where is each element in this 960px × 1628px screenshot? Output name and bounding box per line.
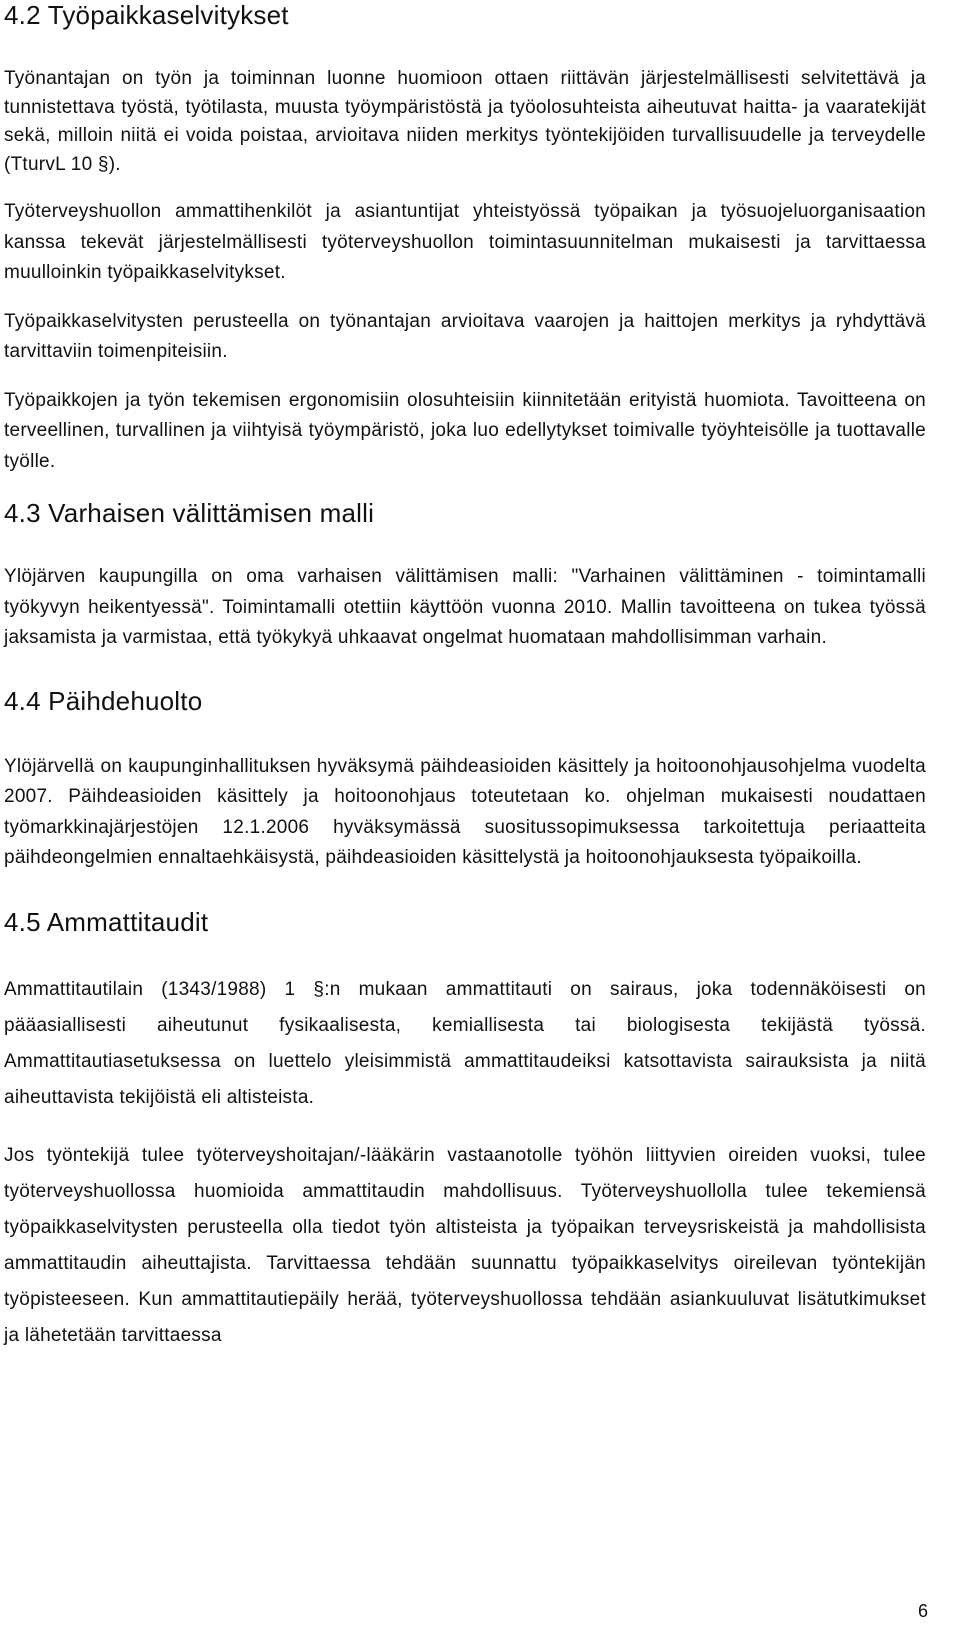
paragraph: Ammattitautilain (1343/1988) 1 §:n mukaan ammattitauti on sairaus, joka todennäköisesti on pääasiallisesti aiheutunut fysikaalisesta, kemiallisesta tai biologisesta tekijästä työssä. Ammattitautiasetuksessa on luettelo yleisimmistä ammattitaudeiksi katsottavista sairauksista ja niitä aiheuttavista tekijöistä eli altisteista. bbox=[4, 978, 926, 1108]
paragraph: Työpaikkaselvitysten perusteella on työnantajan arvioitava vaarojen ja haittojen merkitys ja ryhdyttävä tarvittaviin toimenpiteisiin. bbox=[4, 310, 926, 362]
paragraph: Ylöjärven kaupungilla on oma varhaisen välittämisen malli: "Varhainen välittäminen - toimintamalli työkyvyn heikentyessä". Toimintamalli otettiin käyttöön vuonna 2010. Mallin tavoitteena on tukea työssä jaksamista ja varmistaa, että työkykyä uhkaavat ongelmat huomataan mahdollisimman varhain. bbox=[4, 566, 926, 648]
paragraph: Ylöjärvellä on kaupunginhallituksen hyväksymä päihdeasioiden käsittely ja hoitoonohjausohjelma vuodelta 2007. Päihdeasioiden käsittely ja hoitoonohjaus toteutetaan ko. ohjelman mukaisesti noudattaen työmarkkinajärjestöjen 12.1.2006 hyväksymässä suositussopimuksessa tarkoitettuja periaatteita päihdeongelmien ennaltaehkäisystä, päihdeasioiden käsittelystä ja hoitoonohjauksesta työpaikoilla. bbox=[4, 755, 926, 868]
section-heading: 4.2 Työpaikkaselvitykset bbox=[4, 0, 289, 30]
section-heading: 4.3 Varhaisen välittämisen malli bbox=[4, 498, 375, 528]
paragraph: Työpaikkojen ja työn tekemisen ergonomisiin olosuhteisiin kiinnitetään erityistä huomiota. Tavoitteena on terveellinen, turvallinen ja viihtyisä työympäristö, joka luo edellytykset toimivalle työyhteisölle ja tuottavalle työlle. bbox=[4, 389, 926, 472]
section-heading: 4.4 Päihdehuolto bbox=[4, 685, 203, 716]
section-heading: 4.5 Ammattitaudit bbox=[4, 906, 209, 937]
paragraph: Jos työntekijä tulee työterveyshoitajan/-lääkärin vastaanotolle työhön liittyvien oireiden vuoksi, tulee työterveyshuollossa huomioida ammattitaudin mahdollisuus. Työterveyshuollolla tulee tekemiensä työpaikkaselvitysten perusteella olla tiedot työn altisteista ja työpaikan terveysriskeistä ja mahdollisista ammattitaudin aiheuttajista. Tarvittaessa tehdään suunnattu työpaikkaselvitys oireilevan työntekijän työpisteeseen. Kun ammattitautiepäily herää, työterveyshuollossa tehdään asiankuuluvat lisätutkimukset ja lähetetään tarvittaessa bbox=[4, 1144, 926, 1346]
page-number: 6 bbox=[917, 1601, 928, 1621]
paragraph: Työnantajan on työn ja toiminnan luonne huomioon ottaen riittävän järjestelmällisesti selvitettävä ja tunnistettava työstä, työtilasta, muusta työympäristöstä ja työolosuhteista aiheutuvat haitta- ja vaaratekijät sekä, milloin niitä ei voida poistaa, arvioitava niiden merkitys työntekijöiden turvallisuudelle ja terveydelle (TturvL 10 §). bbox=[4, 68, 926, 175]
paragraph: Työterveyshuollon ammattihenkilöt ja asiantuntijat yhteistyössä työpaikan ja työsuojeluorganisaation kanssa tekevät järjestelmällisesti työterveyshuollon toimintasuunnitelman mukaisesti ja tarvittaessa muulloinkin työpaikkaselvitykset. bbox=[4, 201, 926, 283]
document-page bbox=[4, 0, 926, 1354]
